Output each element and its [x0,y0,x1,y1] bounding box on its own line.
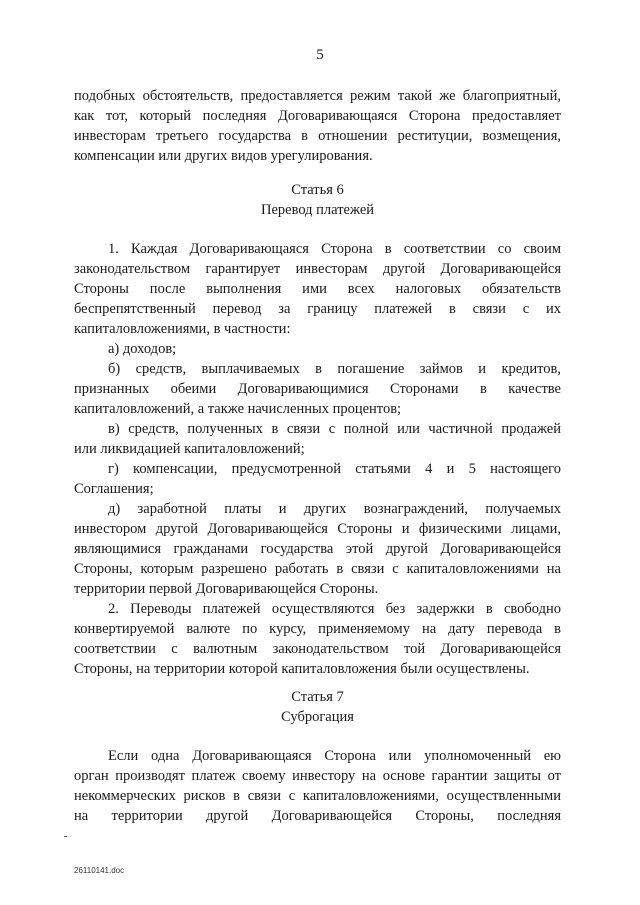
article7-body [74,746,561,826]
page-number: 5 [316,47,324,63]
article6-item-b [74,359,561,419]
article6-item-e [74,499,561,599]
article6-body [74,239,561,679]
text-line: законодательством гарантирует инвесторам другой Договаривающейся [74,261,561,277]
text-line: 2. Переводы платежей осуществляются без задержки в свободно [108,601,561,617]
text-line: б) средств, выплачиваемых в погашение займов и кредитов, [108,361,561,377]
text-line: территории первой Договаривающейся Стороны. [74,581,379,597]
text-line: беспрепятственный перевод за границу платежей в связи с их [74,301,561,317]
text-line: 1. Каждая Договаривающаяся Сторона в соответствии со своим [108,241,561,257]
text-line: на территории другой Договаривающейся Стороны, последняя [74,808,561,824]
text-line: некоммерческих рисков в связи с капиталовложениями, осуществленными [74,788,561,804]
text-line: а) доходов; [108,341,177,357]
text-line: конвертируемой валюте по курсу, применяемому на дату перевода в [74,621,561,637]
text-line: как тот, который последняя Договаривающаяся Сторона предоставляет [74,108,561,124]
text-line: Стороны, на территории которой капиталовложения были осуществлены. [74,661,530,677]
text-line: являющимися гражданами государства этой другой Договаривающейся [74,541,561,557]
article7-title: Суброгация [281,709,354,725]
text-line: компенсации или других видов урегулирования. [74,148,373,164]
article6-paragraph-1 [74,239,561,339]
intro-text [74,86,561,166]
article7-paragraph-1 [74,746,561,826]
article6-item-c [74,419,561,459]
text-line: в) средств, полученных в связи с полной или частичной продажей [108,421,561,437]
margin-mark [64,836,67,837]
article7-heading [74,687,561,727]
intro-paragraph [74,86,561,166]
article6-title: Перевод платежей [260,202,375,218]
text-line: орган производят платеж своему инвестору на основе гарантии защиты от [74,768,561,784]
article6-item-a [74,339,561,359]
article6-heading [74,180,561,220]
text-line: д) заработной платы и других вознаграждений, получаемых [108,501,561,517]
article7-number: Статья 7 [291,689,344,705]
text-line: соответствии с валютным законодательством той Договаривающейся [74,641,561,657]
text-line: или ликвидацией капиталовложений; [74,441,305,457]
text-line: признанных обеими Договаривающимися Сторонами в качестве [74,381,561,397]
footer-filename: 26110141.doc [74,866,125,875]
text-line: г) компенсации, предусмотренной статьями 4 и 5 настоящего [108,461,561,477]
text-line: Стороны после выполнения ими всех налоговых обязательств [74,281,561,297]
article6-paragraph-2 [74,599,561,679]
text-line: капиталовложений, а также начисленных процентов; [74,401,402,417]
article6-item-d [74,459,561,499]
text-line: капиталовложениями, в частности: [74,321,291,337]
text-line: Если одна Договаривающаяся Сторона или уполномоченный ею [108,748,561,764]
text-line: подобных обстоятельств, предоставляется режим такой же благоприятный, [74,88,561,104]
article6-number: Статья 6 [291,182,344,198]
text-line: инвестором другой Договаривающейся Стороны и физическими лицами, [74,521,561,537]
text-line: Стороны, которым разрешено работать в связи с капиталовложениями на [74,561,561,577]
text-line: Соглашения; [74,481,154,497]
text-line: инвесторам третьего государства в отношении реституции, возмещения, [74,128,561,144]
